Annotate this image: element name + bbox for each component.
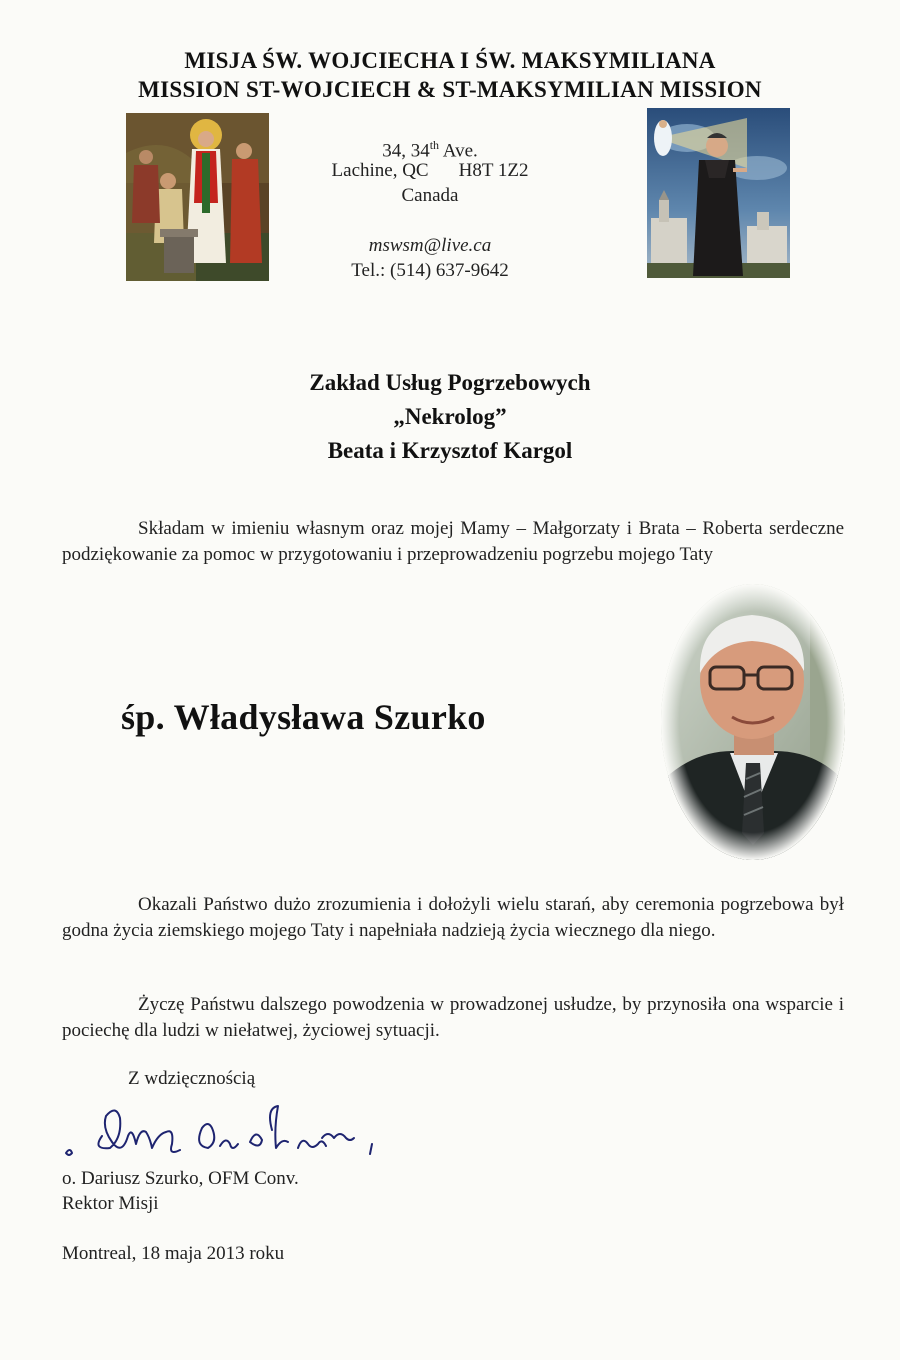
addressee-brand: „Nekrolog” (393, 404, 507, 429)
organization-name-polish: MISJA ŚW. WOJCIECHA I ŚW. MAKSYMILIANA (184, 48, 716, 73)
signer-role: Rektor Misji (62, 1193, 159, 1214)
addressee-owners: Beata i Krzysztof Kargol (327, 438, 573, 463)
signer-name: o. Dariusz Szurko, OFM Conv. (62, 1168, 299, 1189)
address-street: 34, 34th Ave. (382, 138, 478, 162)
phone-number: Tel.: (514) 637-9642 (351, 260, 509, 281)
saint-maksymilian-painting (647, 108, 790, 278)
address-city: Lachine, QC H8T 1Z2 (331, 160, 529, 181)
thanks-paragraph: Składam w imieniu własnym oraz mojej Mamy – Małgorzaty i Brata – Roberta serdeczne podziękowanie za pomoc w przygotowaniu i przeprowadzeniu pogrzebu mojego Taty (62, 518, 844, 565)
organization-name-english: MISSION ST-WOJCIECH & ST-MAKSYMILIAN MISSION (138, 77, 762, 102)
wishes-paragraph: Życzę Państwu dalszego powodzenia w prowadzonej usłudze, by przynosiła ona wsparcie i pociechę dla ludzi w niełatwej, życiowej sytuacji. (62, 994, 844, 1041)
closing-salutation: Z wdzięcznością (128, 1068, 256, 1089)
deceased-name: śp. Władysława Szurko (121, 697, 486, 737)
email-address: mswsm@live.ca (368, 235, 492, 256)
place-and-date: Montreal, 18 maja 2013 roku (62, 1243, 285, 1264)
address-country: Canada (401, 185, 459, 206)
saint-wojciech-painting (126, 113, 269, 281)
addressee-company: Zakład Usług Pogrzebowych (309, 370, 591, 395)
deceased-portrait-photo (660, 583, 846, 861)
handwritten-signature (62, 1098, 392, 1168)
gratitude-paragraph: Okazali Państwo dużo zrozumienia i dołożyli wielu starań, aby ceremonia pogrzebowa był godna życia ziemskiego mojego Taty i napełniała nadzieją życia wiecznego dla niego. (62, 894, 844, 941)
